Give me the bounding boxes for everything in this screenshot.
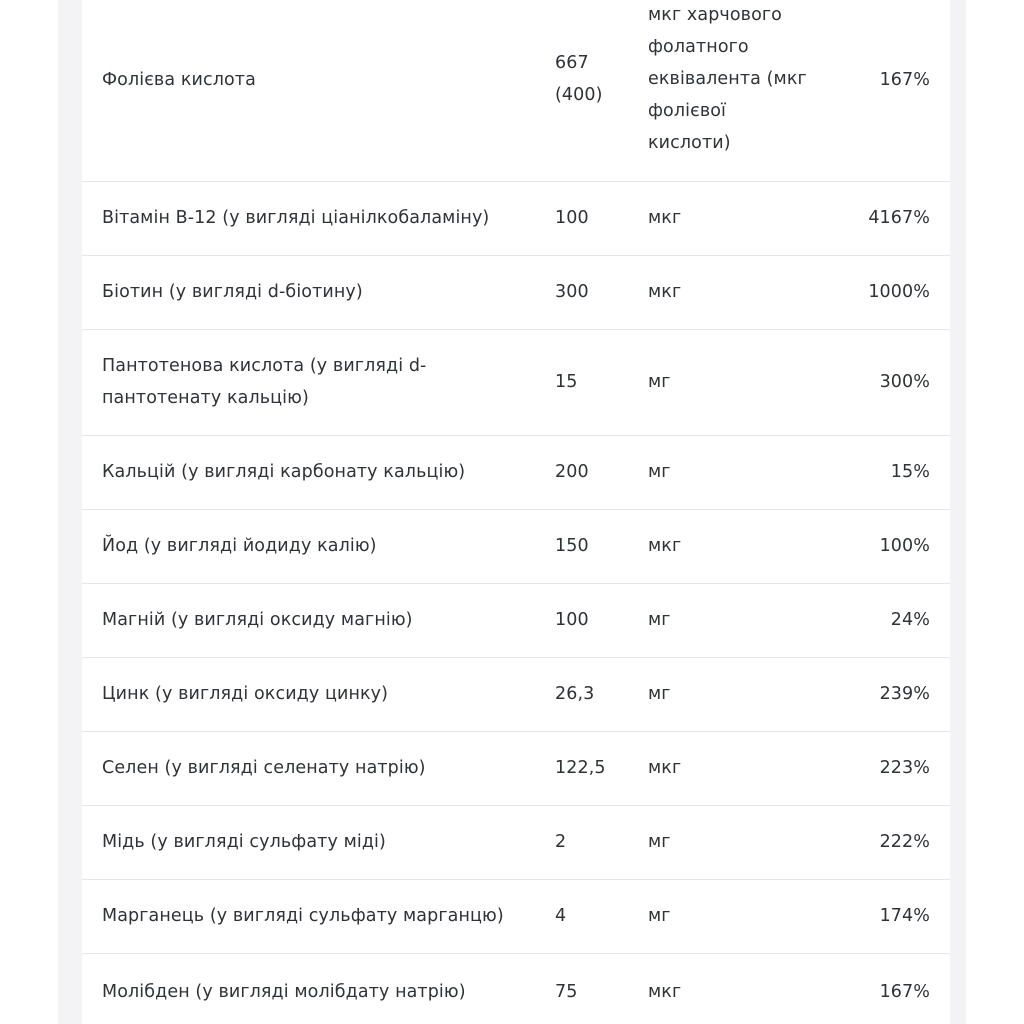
nutrient-unit: мг <box>648 610 671 630</box>
nutrient-name: Йод (у вигляді йодиду калію) <box>102 536 377 556</box>
daily-value-percent: 300% <box>879 372 930 392</box>
nutrient-name: Пантотенова кислота (у вигляді d-пантотенату кальцію) <box>102 356 427 408</box>
nutrient-unit: мг <box>648 684 671 704</box>
daily-value-percent: 1000% <box>868 282 930 302</box>
nutrient-name: Фолієва кислота <box>102 70 256 90</box>
nutrient-amount: 100 <box>555 610 589 630</box>
daily-value-percent: 174% <box>879 906 930 926</box>
table-row <box>82 436 950 510</box>
table-row <box>82 806 950 880</box>
table-row <box>82 182 950 256</box>
nutrient-unit: мг <box>648 372 671 392</box>
nutrient-unit: мкг <box>648 208 682 228</box>
nutrition-table <box>82 0 950 1024</box>
nutrient-amount: 26,3 <box>555 684 595 704</box>
nutrient-name: Вітамін B-12 (у вигляді ціанілкобаламіну) <box>102 208 490 228</box>
daily-value-percent: 167% <box>879 70 930 90</box>
nutrient-name: Мідь (у вигляді сульфату міді) <box>102 832 386 852</box>
nutrient-unit: мг <box>648 906 671 926</box>
nutrient-unit: мкг <box>648 282 682 302</box>
nutrient-amount: 667 (400) <box>555 53 603 105</box>
nutrient-name: Селен (у вигляді селенату натрію) <box>102 758 426 778</box>
nutrient-amount: 200 <box>555 462 589 482</box>
daily-value-percent: 222% <box>879 832 930 852</box>
table-row <box>82 330 950 436</box>
daily-value-percent: 100% <box>879 536 930 556</box>
nutrient-amount: 15 <box>555 372 578 392</box>
nutrient-amount: 2 <box>555 832 567 852</box>
nutrient-amount: 100 <box>555 208 589 228</box>
daily-value-percent: 239% <box>879 684 930 704</box>
nutrient-amount: 75 <box>555 982 578 1002</box>
nutrient-name: Молібден (у вигляді молібдату натрію) <box>102 982 466 1002</box>
nutrient-name: Цинк (у вигляді оксиду цинку) <box>102 684 389 704</box>
nutrient-unit: мкг харчового фолатного еквівалента (мкг фолієвої кислоти) <box>648 5 807 153</box>
table-row <box>82 0 950 182</box>
table-row <box>82 256 950 330</box>
nutrient-name: Марганець (у вигляді сульфату марганцю) <box>102 906 504 926</box>
nutrient-amount: 4 <box>555 906 567 926</box>
table-row <box>82 954 950 1024</box>
table-row <box>82 658 950 732</box>
daily-value-percent: 223% <box>879 758 930 778</box>
daily-value-percent: 4167% <box>868 208 930 228</box>
nutrient-unit: мг <box>648 462 671 482</box>
nutrient-unit: мкг <box>648 758 682 778</box>
nutrient-name: Біотин (у вигляді d-біотину) <box>102 282 363 302</box>
nutrient-amount: 150 <box>555 536 589 556</box>
daily-value-percent: 15% <box>890 462 930 482</box>
nutrient-name: Магній (у вигляді оксиду магнію) <box>102 610 413 630</box>
table-row <box>82 880 950 954</box>
nutrient-amount: 122,5 <box>555 758 606 778</box>
table-row <box>82 510 950 584</box>
nutrient-unit: мкг <box>648 536 682 556</box>
nutrient-unit: мг <box>648 832 671 852</box>
nutrient-name: Кальцій (у вигляді карбонату кальцію) <box>102 462 466 482</box>
nutrient-amount: 300 <box>555 282 589 302</box>
nutrient-unit: мкг <box>648 982 682 1002</box>
table-row <box>82 732 950 806</box>
daily-value-percent: 24% <box>890 610 930 630</box>
daily-value-percent: 167% <box>879 982 930 1002</box>
table-row <box>82 584 950 658</box>
